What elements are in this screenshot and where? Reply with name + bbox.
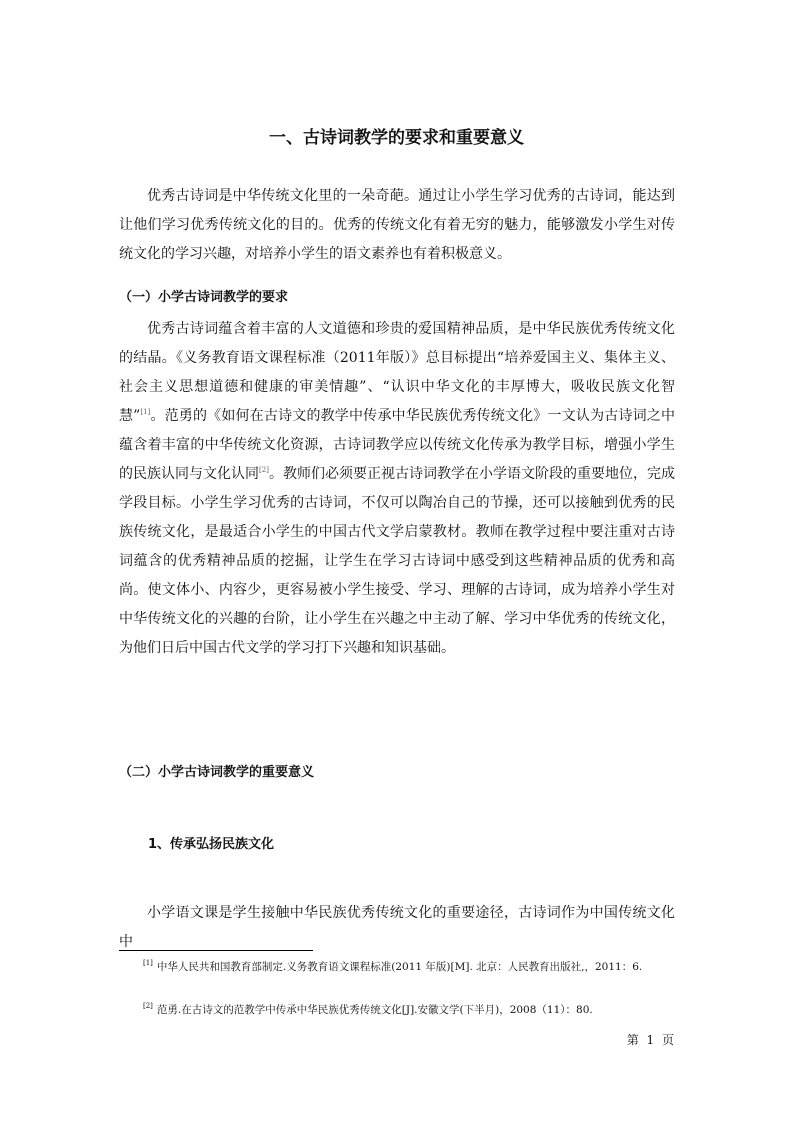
citation-ref-2[interactable]: [2] xyxy=(259,466,269,474)
page-title: 一、古诗词教学的要求和重要意义 xyxy=(269,128,524,148)
requirements-text-part3: 。教师们必须要正视古诗词教学在小学语文阶段的重要地位，完成学段目标。小学生学习优秀的古诗词，不仅可以陶冶自己的节操，还可以接触到优秀的民族传统文化，是最适合小学生的中国古代文学启蒙教材。教师在教学过程中要注重对古诗词蕴含的优秀精神品质的挖掘，让学生在学习古诗词中感受到这些精神品质的优秀和高尚。使文体小、内容少，更容易被小学生接受、学习、理解的古诗词，成为培养小学生对中华传统文化的兴趣的台阶，让小学生在兴趣之中主动了解、学习中华优秀的传统文化，为他们日后中国古代文学的学习打下兴趣和知识基础。 xyxy=(119,466,676,656)
footnote-1 xyxy=(119,955,675,980)
significance-paragraph: 小学语文课是学生接触中华民族优秀传统文化的重要途径，古诗词作为中国传统文化中 xyxy=(119,905,675,950)
footnote-marker-2: [2] xyxy=(143,1002,153,1010)
requirements-text-part2: 。范勇的《如何在古诗文的教学中传承中华民族优秀传统文化》一文认为古诗词之中蕴含着丰富的中华传统文化资源，古诗词教学应以传统文化传承为教学目标，增强小学生的民族认同与文化认同 xyxy=(119,408,675,482)
requirements-text-part1: 优秀古诗词蕴含着丰富的人文道德和珍贵的爱国精神品质，是中华民族优秀传统文化的结晶。《义务教育语文课程标准（2011年版）》总目标提出“培养爱国主义、集体主义、社会主义思想道德和健康的审美情趣”、“认识中华文化的丰厚博大，吸收民族文化智慧” xyxy=(119,321,675,424)
subsection-heading-culture: 1、传承弘扬民族文化 xyxy=(148,837,275,852)
footnote-2 xyxy=(119,998,675,1023)
section-heading-significance: （二）小学古诗词教学的重要意义 xyxy=(119,765,315,780)
page-number: 第 1 页 xyxy=(626,1033,674,1047)
footnote-text-2: 范勇.在古诗文的范教学中传承中华民族优秀传统文化[J].安徽文学(下半月)，2008（11）：80. xyxy=(156,1004,593,1016)
citation-ref-1[interactable]: [1] xyxy=(140,408,151,416)
requirements-paragraph xyxy=(119,315,675,663)
footnote-marker-1: [1] xyxy=(143,959,153,967)
intro-paragraph: 优秀古诗词是中华传统文化里的一朵奇葩。通过让小学生学习优秀的古诗词，能达到让他们学习优秀传统文化的目的。优秀的传统文化有着无穷的魅力，能够激发小学生对传统文化的学习兴趣，对培养小学生的语文素养也有着积极意义。 xyxy=(119,188,675,262)
section-heading-requirements: （一）小学古诗词教学的要求 xyxy=(119,290,289,305)
footnote-separator xyxy=(119,950,313,951)
footnote-text-1: 中华人民共和国教育部制定.义务教育语文课程标准(2011 年版)[M]. 北京：人民教育出版社,，2011：6. xyxy=(156,961,643,973)
